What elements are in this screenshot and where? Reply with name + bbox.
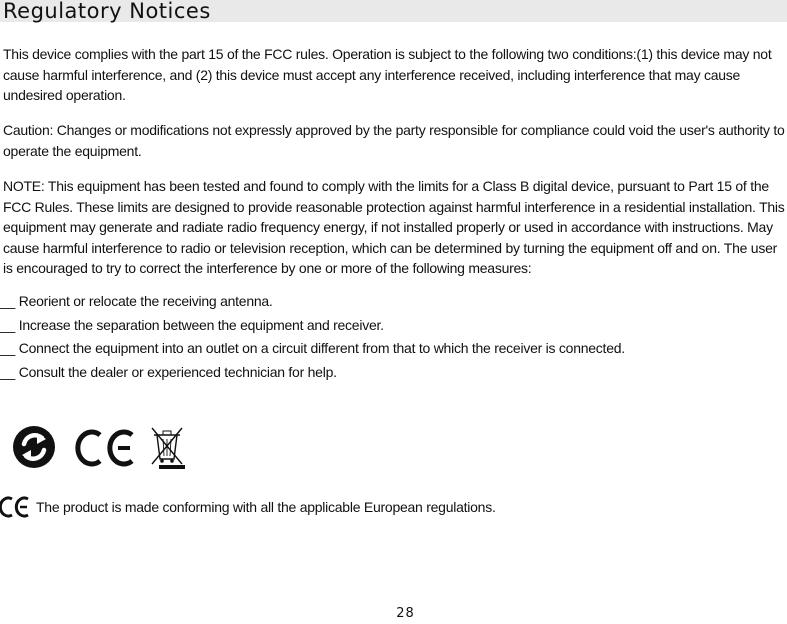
caution-paragraph: Caution: Changes or modifications not expressly approved by the party responsible for compliance could void the user's authority to operate the equipment. [3,122,785,159]
european-regulations-statement [0,494,496,520]
ce-mark-icon [0,495,30,519]
list-item: __ Increase the separation between the equipment and receiver. [0,314,625,338]
title-bar [0,0,787,22]
european-regulations-text: The product is made conforming with all the applicable European regulations. [36,499,496,515]
fcc-compliance-paragraph: This device complies with the part 15 of the FCC rules. Operation is subject to the following two conditions:(1) this device may not cause harmful interference, and (2) this device must accept any interference received, including interference that may cause undesired operation. [3,46,772,103]
weee-crossed-bin-icon [152,428,185,469]
list-item: __ Connect the equipment into an outlet on a circuit different from that to which the receiver is connected. [0,337,625,361]
green-dot-recycling-icon [13,426,55,468]
ce-mark-icon [78,432,132,464]
page-title: Regulatory Notices [3,0,211,23]
measures-list [0,290,625,384]
note-paragraph: NOTE: This equipment has been tested and found to comply with the limits for a Class B digital device, pursuant to Part 15 of the FCC Rules. These limits are designed to provide reasonable protection against harmful interference in a residential installation. This equipment may generate and radiate radio frequency energy, if not installed properly or used in accordance with instructions. May cause harmful interference to radio or television reception, which can be determined by turning the equipment off and on. The user is encouraged to try to correct the interference by one or more of the following measures: [3,178,785,276]
certification-logos [10,424,190,470]
page-number: 28 [396,606,415,621]
list-item: __ Consult the dealer or experienced technician for help. [0,361,625,385]
list-item: __ Reorient or relocate the receiving antenna. [0,290,625,314]
